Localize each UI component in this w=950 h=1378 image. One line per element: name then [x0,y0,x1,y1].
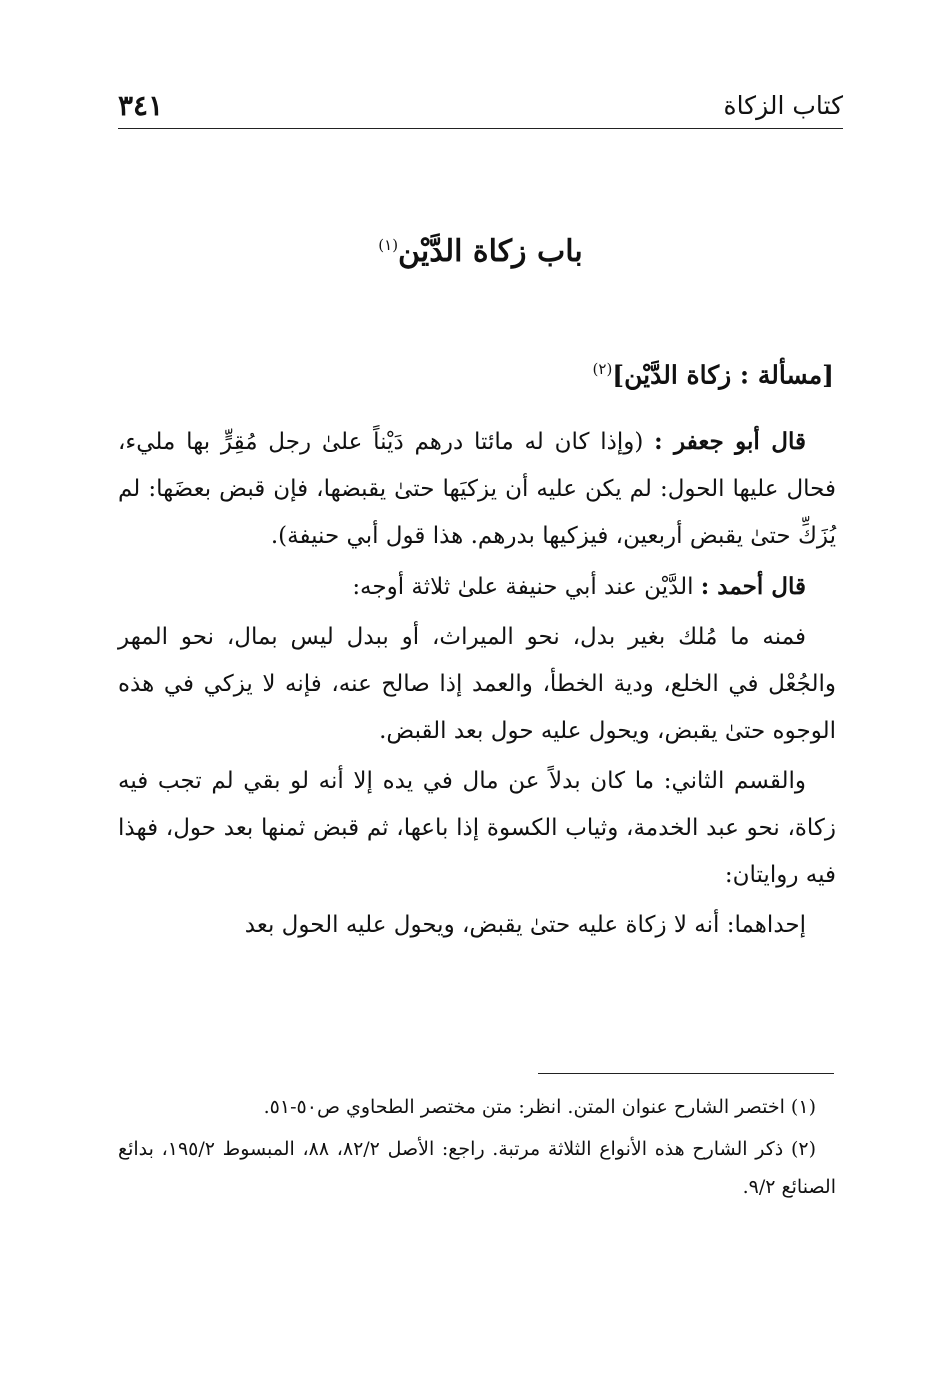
paragraph-text: الدَّيْن عند أبي حنيفة علىٰ ثلاثة أوجه: [352,574,701,600]
body-text [118,418,836,952]
page-number: ٣٤١ [118,89,164,122]
paragraph [118,418,836,560]
footnote: (٢) ذكر الشارح هذه الأنواع الثلاثة مرتبة. راجع: الأصل ٨٢/٢، ٨٨، المبسوط ١٩٥/٢، بدائع الصنائع ٩/٢. [118,1138,836,1198]
paragraph [118,758,836,899]
chapter-title-text: باب زكاة الدَّيْن [398,234,583,269]
footnote-divider [538,1073,834,1074]
footnote: (١) اختصر الشارح عنوان المتن. انظر: متن مختصر الطحاوي ص٥٠-٥١. [263,1096,816,1118]
section-heading [593,360,834,389]
paragraph [118,563,836,611]
footnotes [118,1088,836,1210]
paragraph-text: إحداهما: أنه لا زكاة عليه حتىٰ يقبض، ويحول عليه الحول بعد [244,912,806,938]
paragraph [118,902,836,949]
page-header [118,82,843,129]
paragraph-text: فمنه ما مُلك بغير بدل، نحو الميراث، أو ببدل ليس بمال، نحو المهر والجُعْل في الخلع، ودية الخطأ، والعمد إذا صالح عنه، فإنه لا يزكي في هذه الوجوه حتىٰ يقبض، ويحول عليه حول بعد القبض. [118,624,836,744]
footnote-marker: (٢) [592,360,613,378]
running-title: كتاب الزكاة [723,91,843,120]
paragraph [118,614,836,755]
chapter-title [118,234,843,269]
section-heading-text: [مسألة : زكاة الدَّيْن] [612,360,834,390]
paragraph-text: والقسم الثاني: ما كان بدلاً عن مال في يده إلا أنه لو بقي لم تجب فيه زكاة، نحو عبد الخدمة، وثياب الكسوة إذا باعها، ثم قبض ثمنها بعد حول، فهذا فيه روايتان: [118,768,836,888]
speaker-label: قال أحمد : [700,573,806,600]
speaker-label: قال أبو جعفر : [654,428,806,455]
paragraph-text: (وإذا كان له مائتا درهم دَيْناً علىٰ رجل مُقِرٍّ بها مليء، فحال عليها الحول: لم يكن عليه أن يزكيَها حتىٰ يقبضها، فإن قبض بعضَها: لم يُزَكِّ حتىٰ يقبض أربعين، فيزكيها بدرهم. هذا قول أبي حنيفة). [118,429,836,549]
footnote-marker: (١) [378,236,399,254]
